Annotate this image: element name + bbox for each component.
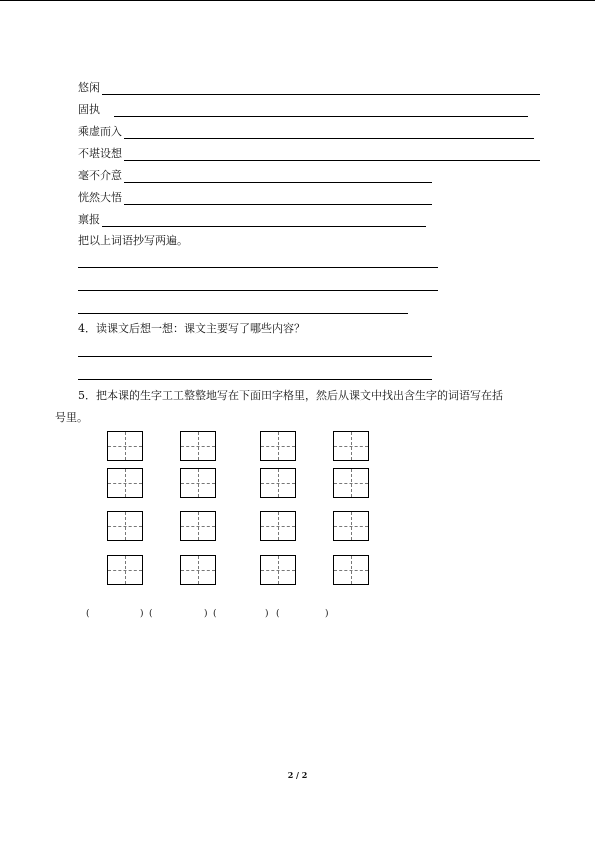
vocab-answer-line[interactable] <box>102 82 540 95</box>
vocab-word: 不堪设想 <box>78 147 122 160</box>
tian-grid-box[interactable] <box>260 511 296 541</box>
tian-grid-box[interactable] <box>180 555 216 585</box>
vocab-word: 乘虚而入 <box>78 125 122 138</box>
vocab-word: 悠闲 <box>78 81 100 94</box>
q4-answer-line[interactable] <box>78 379 432 380</box>
tian-grid-box[interactable] <box>107 511 143 541</box>
tian-grid-box[interactable] <box>180 468 216 498</box>
tian-grid-box[interactable] <box>333 555 369 585</box>
tian-grid-box[interactable] <box>107 431 143 461</box>
vocab-word: 毫不介意 <box>78 169 122 182</box>
vocab-answer-line[interactable] <box>114 104 528 117</box>
question-5-line2: 号里。 <box>55 411 88 424</box>
vocab-row <box>78 145 540 161</box>
open-paren: ( <box>276 609 280 619</box>
open-paren: ( <box>213 609 217 619</box>
copy-answer-line[interactable] <box>78 267 438 268</box>
page-top-border <box>0 0 595 1</box>
open-paren: ( <box>149 609 153 619</box>
close-paren: ) <box>265 609 269 619</box>
question-5-line1: 5．把本课的生字工工整整地写在下面田字格里，然后从课文中找出含生字的词语写在括 <box>78 389 503 402</box>
tian-grid-box[interactable] <box>107 555 143 585</box>
vocab-answer-line[interactable] <box>124 170 432 183</box>
tian-grid-box[interactable] <box>107 468 143 498</box>
page-number: 2 / 2 <box>287 770 308 780</box>
tian-grid-box[interactable] <box>333 511 369 541</box>
copy-instruction: 把以上词语抄写两遍。 <box>78 234 188 247</box>
vocab-word: 固执 <box>78 103 100 116</box>
question-4: 4．读课文后想一想：课文主要写了哪些内容？ <box>78 322 305 335</box>
tian-grid-box[interactable] <box>180 511 216 541</box>
close-paren: ) <box>204 609 208 619</box>
vocab-row <box>78 79 540 95</box>
close-paren: ) <box>140 609 144 619</box>
vocab-answer-line[interactable] <box>102 214 426 227</box>
close-paren: ) <box>325 609 329 619</box>
vocab-row <box>78 189 432 205</box>
tian-grid-box[interactable] <box>333 431 369 461</box>
vocab-row <box>78 167 432 183</box>
tian-grid-box[interactable] <box>260 431 296 461</box>
tian-grid-box[interactable] <box>180 431 216 461</box>
vocab-row <box>78 101 528 117</box>
tian-grid-box[interactable] <box>260 468 296 498</box>
vocab-answer-line[interactable] <box>124 126 534 139</box>
vocab-answer-line[interactable] <box>124 192 432 205</box>
tian-grid-box[interactable] <box>333 468 369 498</box>
tian-grid-box[interactable] <box>260 555 296 585</box>
vocab-row <box>78 211 426 227</box>
vocab-row <box>78 123 534 139</box>
vocab-word: 恍然大悟 <box>78 191 122 204</box>
copy-answer-line[interactable] <box>78 290 438 291</box>
vocab-word: 禀报 <box>78 213 100 226</box>
copy-answer-line[interactable] <box>78 313 408 314</box>
vocab-answer-line[interactable] <box>124 148 540 161</box>
q4-answer-line[interactable] <box>78 356 432 357</box>
open-paren: ( <box>86 609 90 619</box>
